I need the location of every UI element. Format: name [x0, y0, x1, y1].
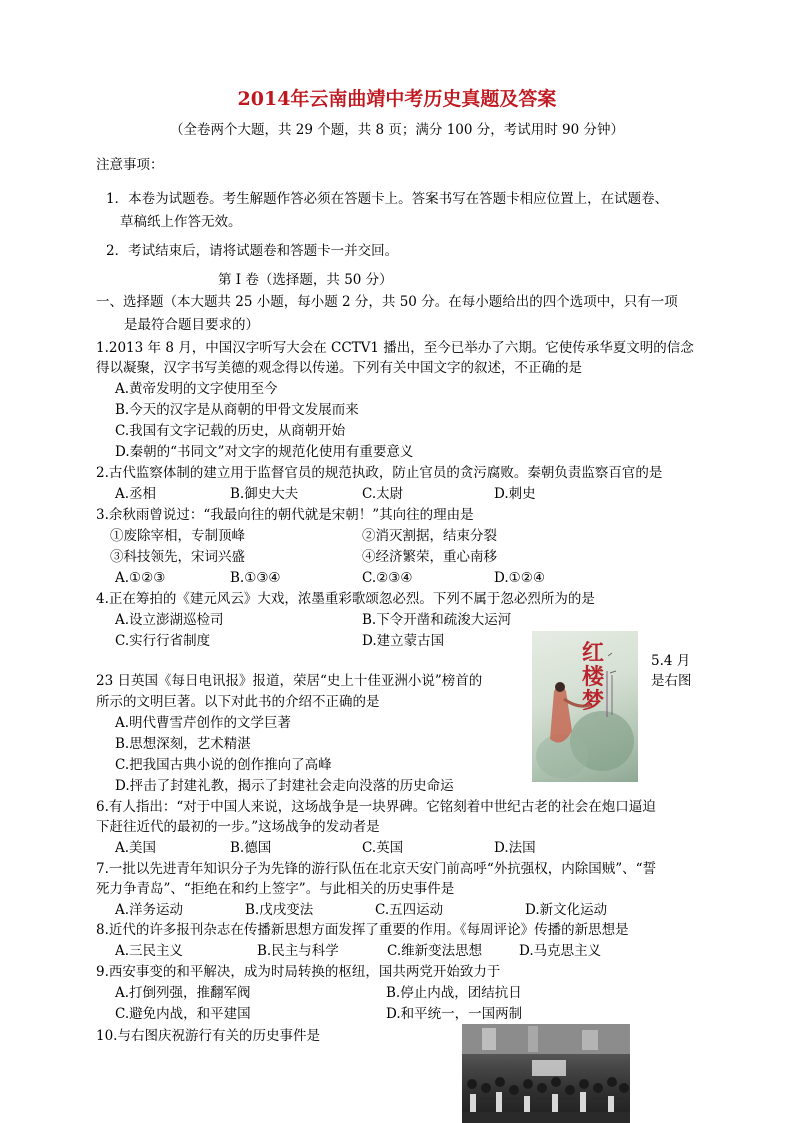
- q7-stem-line-1: 7.一批以先进青年知识分子为先锋的游行队伍在北京天安门前高呼“外抗强权，内除国贼”、“誓: [96, 861, 657, 877]
- q4-option-d: D.建立蒙古国: [362, 633, 445, 649]
- note-1-line-1: 1．本卷为试题卷。考生解题作答必须在答题卡上。答案书写在答题卡相应位置上，在试题卷、: [106, 191, 669, 207]
- q5-stem-line-1: 23 日英国《每日电讯报》报道，荣居“史上十佳亚洲小说”榜首的: [96, 673, 483, 689]
- q1-option-b: B.今天的汉字是从商朝的甲骨文发展而来: [115, 402, 359, 418]
- q7-stem-line-2: 死力争青岛”、“拒绝在和约上签字”。与此相关的历史事件是: [96, 881, 455, 897]
- q9-option-a: A.打倒列强，推翻军阀: [115, 985, 251, 1001]
- q2-option-c: C.太尉: [362, 486, 404, 502]
- section-1-line-1: 一、选择题（本大题共 25 小题，每小题 2 分，共 50 分。在每小题给出的四个选项中，只有一项: [96, 294, 678, 310]
- q8-option-c: C.维新变法思想: [387, 943, 483, 959]
- q7-option-c: C.五四运动: [375, 902, 444, 918]
- q3-option-c: C.②③④: [362, 570, 413, 586]
- q2-option-d: D.刺史: [494, 486, 536, 502]
- q1-stem-line-1: 1.2013 年 8 月，中国汉字听写大会在 CCTV1 播出，至今已举办了六期。它使传承华夏文明的信念: [96, 340, 694, 356]
- q4-stem: 4.正在筹拍的《建元风云》大戏，浓墨重彩歌颂忽必烈。下列不属于忽必烈所为的是: [96, 591, 595, 607]
- page-subtitle: （全卷两个大题，共 29 个题，共 8 页；满分 100 分，考试用时 90 分钟）: [169, 122, 625, 138]
- q6-option-b: B.德国: [230, 840, 272, 856]
- q1-stem-line-2: 得以凝聚，汉字书写美德的观念得以传递。下列有关中国文字的叙述，不正确的是: [96, 360, 582, 376]
- q1-option-d: D.秦朝的“书同文”对文字的规范化使用有重要意义: [115, 444, 414, 460]
- section-1-line-2: 是最符合题目要求的）: [124, 317, 259, 333]
- q4-option-c: C.实行行省制度: [115, 633, 211, 649]
- q3-statement-4: ④经济繁荣，重心南移: [362, 549, 497, 565]
- q6-stem-line-2: 下赶往近代的最初的一步。”这场战争的发动者是: [96, 819, 380, 835]
- q2-stem: 2.古代监察体制的建立用于监督官员的规范执政，防止官员的贪污腐败。秦朝负责监察百官的是: [96, 465, 663, 481]
- q3-statement-3: ③科技领先，宋词兴盛: [110, 549, 245, 565]
- q5-option-b: B.思想深刻，艺术精湛: [115, 736, 251, 752]
- q8-stem: 8.近代的许多报刊杂志在传播新思想方面发挥了重要的作用。《每周评论》传播的新思想是: [96, 922, 629, 938]
- q8-option-b: B.民主与科学: [257, 943, 339, 959]
- q7-option-a: A.洋务运动: [115, 902, 184, 918]
- q6-option-c: C.英国: [362, 840, 404, 856]
- q5-option-d: D.抨击了封建礼教，揭示了封建社会走向没落的历史命运: [115, 778, 454, 794]
- q9-option-d: D.和平统一，一国两制: [386, 1006, 523, 1022]
- q6-stem-line-1: 6.有人指出：“对于中国人来说，这场战争是一块界碑。它铭刻着中世纪古老的社会在炮口逼迫: [96, 799, 656, 815]
- q1-option-c: C.我国有文字记载的历史，从商朝开始: [115, 423, 346, 439]
- q7-option-d: D.新文化运动: [525, 902, 608, 918]
- note-1-line-2: 草稿纸上作答无效。: [120, 214, 242, 230]
- q5-stem-right-1: 5.4 月: [651, 653, 691, 669]
- q5-option-a: A.明代曹雪芹创作的文学巨著: [115, 715, 292, 731]
- note-2: 2．考试结束后，请将试题卷和答题卡一并交回。: [106, 243, 399, 259]
- q2-option-a: A.丞相: [115, 486, 157, 502]
- q3-statement-2: ②消灭割据，结束分裂: [362, 528, 497, 544]
- book-cover-title: 红楼梦: [582, 640, 605, 714]
- q6-option-d: D.法国: [494, 840, 536, 856]
- q3-stem: 3.余秋雨曾说过：“我最向往的朝代就是宋朝！”其向往的理由是: [96, 507, 474, 523]
- q5-stem-right-2: 是右图: [651, 673, 692, 689]
- q3-option-b: B.①③④: [230, 570, 281, 586]
- q5-option-c: C.把我国古典小说的创作推向了高峰: [115, 757, 332, 773]
- q4-option-b: B.下令开凿和疏浚大运河: [362, 612, 512, 628]
- part-1-heading: 第 I 卷（选择题，共 50 分）: [218, 272, 393, 288]
- hongloumeng-cover-image: [532, 631, 638, 782]
- q9-option-c: C.避免内战，和平建国: [115, 1006, 251, 1022]
- q9-option-b: B.停止内战，团结抗日: [386, 985, 522, 1001]
- q10-stem: 10.与右图庆祝游行有关的历史事件是: [96, 1028, 320, 1044]
- notes-heading: 注意事项：: [96, 157, 164, 173]
- celebration-parade-photo: [462, 1024, 630, 1123]
- q3-option-a: A.①②③: [115, 570, 166, 586]
- q3-option-d: D.①②④: [494, 570, 545, 586]
- q9-stem: 9.西安事变的和平解决，成为时局转换的枢纽，国共两党开始致力于: [96, 964, 501, 980]
- q3-statement-1: ①废除宰相，专制顶峰: [110, 528, 245, 544]
- page-title: 2014年云南曲靖中考历史真题及答案: [237, 88, 557, 110]
- q7-option-b: B.戊戌变法: [245, 902, 314, 918]
- parade-photo-illustration: [462, 1024, 630, 1123]
- q5-stem-line-2: 所示的文明巨著。以下对此书的介绍不正确的是: [96, 694, 380, 710]
- q4-option-a: A.设立澎湖巡检司: [115, 612, 224, 628]
- q8-option-d: D.马克思主义: [519, 943, 602, 959]
- q2-option-b: B.御史大夫: [230, 486, 299, 502]
- q8-option-a: A.三民主义: [115, 943, 184, 959]
- q6-option-a: A.美国: [115, 840, 157, 856]
- q1-option-a: A.黄帝发明的文字使用至今: [115, 381, 278, 397]
